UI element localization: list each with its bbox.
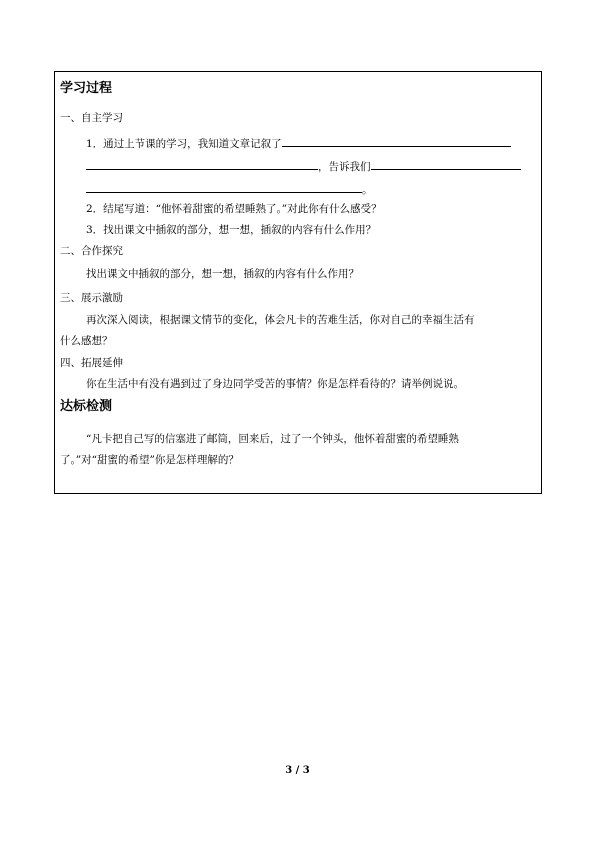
question-1-line-2 (86, 157, 521, 175)
question-1-prefix: 1．通过上节课的学习，我知道文章记叙了 (86, 138, 282, 150)
answer-blank (371, 157, 521, 170)
heading-presentation: 三、展示激励 (60, 292, 123, 304)
page-number: 3 / 3 (285, 765, 310, 776)
heading-extension: 四、拓展延伸 (60, 357, 123, 369)
question-1-mid: ，告诉我们 (318, 161, 371, 173)
question-1-end: 。 (362, 184, 373, 196)
extension-text: 你在生活中有没有遇到过了身边同学受苦的事情？你是怎样看待的？请举例说说。 (86, 378, 464, 390)
answer-blank (86, 180, 362, 193)
answer-blank (86, 157, 318, 170)
question-3: 3．找出课文中插叙的部分，想一想，插叙的内容有什么作用？ (86, 224, 377, 236)
cooperative-inquiry-text: 找出课文中插叙的部分，想一想，插叙的内容有什么作用？ (86, 268, 359, 280)
presentation-text-line-2: 什么感想？ (60, 335, 113, 347)
assessment-text-line-2: 了。”对“甜蜜的希望”你是怎样理解的？ (60, 454, 239, 466)
assessment-text-line-1: “凡卡把自己写的信塞进了邮筒，回来后，过了一个钟头，他怀着甜蜜的希望睡熟 (86, 433, 459, 445)
section-title-learning-process: 学习过程 (60, 81, 113, 96)
answer-blank (282, 134, 511, 147)
question-1-line-1 (86, 134, 511, 152)
heading-self-study: 一、自主学习 (60, 112, 123, 124)
section-title-assessment: 达标检测 (60, 399, 113, 414)
question-1-line-3 (86, 180, 373, 198)
heading-cooperative-inquiry: 二、合作探究 (60, 245, 123, 257)
presentation-text-line-1: 再次深入阅读，根据课文情节的变化，体会凡卡的苦难生活，你对自己的幸福生活有 (86, 314, 475, 326)
question-2: 2．结尾写道：“他怀着甜蜜的希望睡熟了。”对此你有什么感受？ (86, 203, 382, 215)
